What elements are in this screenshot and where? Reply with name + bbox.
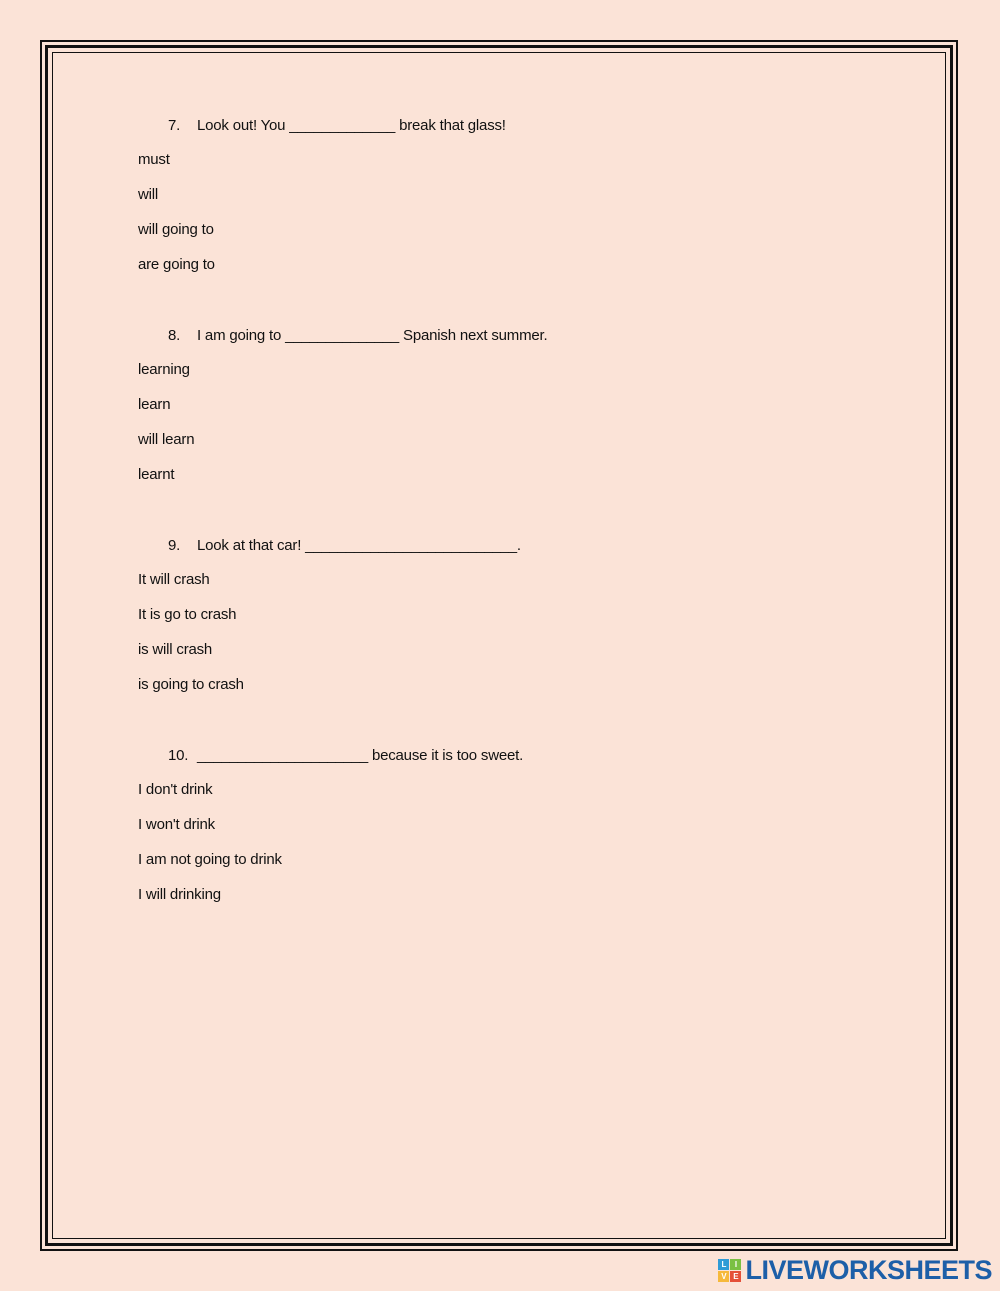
question-text: I am going to ______________ Spanish next summer. bbox=[197, 327, 548, 344]
answer-option[interactable]: is will crash bbox=[138, 641, 213, 658]
answer-option[interactable]: will bbox=[138, 186, 159, 203]
question-stem bbox=[168, 117, 506, 134]
logo-square: I bbox=[730, 1259, 741, 1270]
answer-option[interactable]: It will crash bbox=[138, 571, 210, 588]
question-text: _____________________ because it is too sweet. bbox=[197, 747, 524, 764]
answer-option[interactable]: learning bbox=[138, 361, 190, 378]
answer-option[interactable]: I will drinking bbox=[138, 886, 221, 903]
question-text: Look out! You _____________ break that glass! bbox=[197, 117, 506, 134]
question-text: Look at that car! __________________________. bbox=[197, 537, 521, 554]
answer-option[interactable]: learn bbox=[138, 396, 171, 413]
answer-option[interactable]: I don't drink bbox=[138, 781, 213, 798]
logo-square: V bbox=[718, 1271, 729, 1282]
question-stem bbox=[168, 537, 521, 554]
answer-option[interactable]: I am not going to drink bbox=[138, 851, 282, 868]
question-number: 8. bbox=[168, 327, 181, 344]
question-number: 7. bbox=[168, 117, 181, 134]
answer-option[interactable]: It is go to crash bbox=[138, 606, 237, 623]
logo-square: E bbox=[730, 1271, 741, 1282]
answer-option[interactable]: learnt bbox=[138, 466, 175, 483]
answer-option[interactable]: I won't drink bbox=[138, 816, 215, 833]
answer-option[interactable]: is going to crash bbox=[138, 676, 244, 693]
logo-text: LIVEWORKSHEETS bbox=[745, 1254, 992, 1285]
question-stem bbox=[168, 747, 523, 764]
liveworksheets-logo bbox=[718, 1255, 992, 1285]
answer-option[interactable]: must bbox=[138, 151, 170, 168]
logo-square: L bbox=[718, 1259, 729, 1270]
answer-option[interactable]: will going to bbox=[138, 221, 214, 238]
question-number: 10. bbox=[168, 747, 189, 764]
logo-icon bbox=[718, 1259, 741, 1282]
question-number: 9. bbox=[168, 537, 181, 554]
question-stem bbox=[168, 327, 547, 344]
answer-option[interactable]: are going to bbox=[138, 256, 215, 273]
answer-option[interactable]: will learn bbox=[138, 431, 195, 448]
